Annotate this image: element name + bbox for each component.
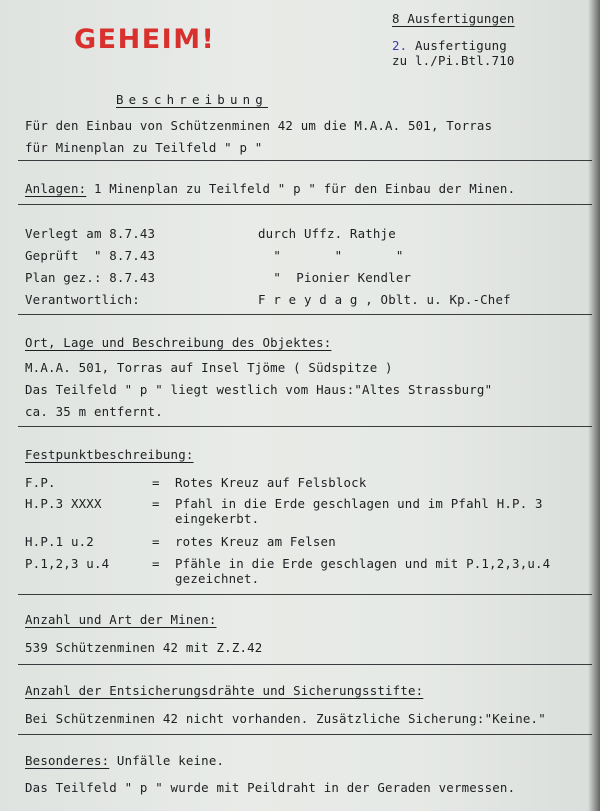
copy-number-line bbox=[392, 38, 507, 53]
copy-recipient: zu l./Pi.Btl.710 bbox=[392, 53, 515, 68]
ort-line: Das Teilfeld " p " liegt westlich vom Haus:"Altes Strassburg" bbox=[25, 382, 493, 397]
anlagen-text: 1 Minenplan zu Teilfeld " p " für den Einbau der Minen. bbox=[86, 181, 516, 196]
record-by: F r e y d a g , Oblt. u. Kp.-Chef bbox=[258, 292, 511, 307]
record-label: Verantwortlich: bbox=[25, 292, 140, 307]
entsicherung-text: Bei Schützenminen 42 nicht vorhanden. Zusätzliche Sicherung:"Keine." bbox=[25, 711, 546, 726]
anlagen-label: Anlagen: bbox=[25, 181, 87, 196]
intro-line-1: Für den Einbau von Schützenminen 42 um die M.A.A. 501, Torras bbox=[25, 118, 493, 133]
copies-count: 8 Ausfertigungen bbox=[392, 11, 515, 26]
anzahl-text: 539 Schützenminen 42 mit Z.Z.42 bbox=[25, 640, 263, 655]
besonderes-text: Unfälle keine. bbox=[109, 753, 225, 768]
fest-text: eingekerbt. bbox=[175, 511, 260, 526]
fest-eq: = bbox=[152, 475, 160, 490]
besonderes-label: Besonderes: bbox=[25, 753, 110, 768]
fest-text: Pfahl in die Erde geschlagen und im Pfahl H.P. 3 bbox=[175, 496, 543, 511]
anzahl-heading: Anzahl und Art der Minen: bbox=[25, 612, 217, 627]
ort-line: M.A.A. 501, Torras auf Insel Tjöme ( Südspitze ) bbox=[25, 360, 393, 375]
fest-key: H.P.3 XXXX bbox=[25, 496, 102, 511]
fest-text: gezeichnet. bbox=[175, 571, 260, 586]
fest-eq: = bbox=[152, 534, 160, 549]
fest-eq: = bbox=[152, 556, 160, 571]
divider bbox=[18, 160, 592, 161]
document-title: Beschreibung bbox=[116, 92, 268, 107]
divider bbox=[18, 594, 592, 595]
copy-label: Ausfertigung bbox=[415, 38, 507, 53]
fest-key: P.1,2,3 u.4 bbox=[25, 556, 110, 571]
anlagen-line bbox=[25, 181, 515, 196]
fest-eq: = bbox=[152, 496, 160, 511]
besonderes-line bbox=[25, 753, 224, 768]
ort-line: ca. 35 m entfernt. bbox=[25, 404, 163, 419]
fest-heading: Festpunktbeschreibung: bbox=[25, 447, 194, 462]
fest-text: rotes Kreuz am Felsen bbox=[175, 534, 336, 549]
besonderes-line-2: Das Teilfeld " p " wurde mit Peildraht in der Geraden vermessen. bbox=[25, 780, 516, 795]
record-label: Plan gez.: 8.7.43 bbox=[25, 270, 156, 285]
fest-key: H.P.1 u.2 bbox=[25, 534, 94, 549]
record-by: " " " bbox=[258, 248, 404, 263]
divider bbox=[18, 664, 592, 665]
record-label: Verlegt am 8.7.43 bbox=[25, 226, 156, 241]
intro-line-2: für Minenplan zu Teilfeld " p " bbox=[25, 140, 263, 155]
fest-key: F.P. bbox=[25, 475, 56, 490]
fest-text: Pfähle in die Erde geschlagen und mit P.1,2,3,u.4 bbox=[175, 556, 551, 571]
divider bbox=[18, 204, 592, 205]
handwritten-copy-number: 2. bbox=[392, 38, 408, 53]
record-label: Geprüft " 8.7.43 bbox=[25, 248, 156, 263]
divider bbox=[18, 734, 592, 735]
secret-stamp: GEHEIM! bbox=[74, 24, 216, 55]
fest-text: Rotes Kreuz auf Felsblock bbox=[175, 475, 367, 490]
record-by: " Pionier Kendler bbox=[258, 270, 412, 285]
entsicherung-heading: Anzahl der Entsicherungsdrähte und Sicherungsstifte: bbox=[25, 683, 424, 698]
divider bbox=[18, 426, 592, 427]
divider bbox=[18, 314, 592, 315]
record-by: durch Uffz. Rathje bbox=[258, 226, 396, 241]
ort-heading: Ort, Lage und Beschreibung des Objektes: bbox=[25, 335, 332, 350]
